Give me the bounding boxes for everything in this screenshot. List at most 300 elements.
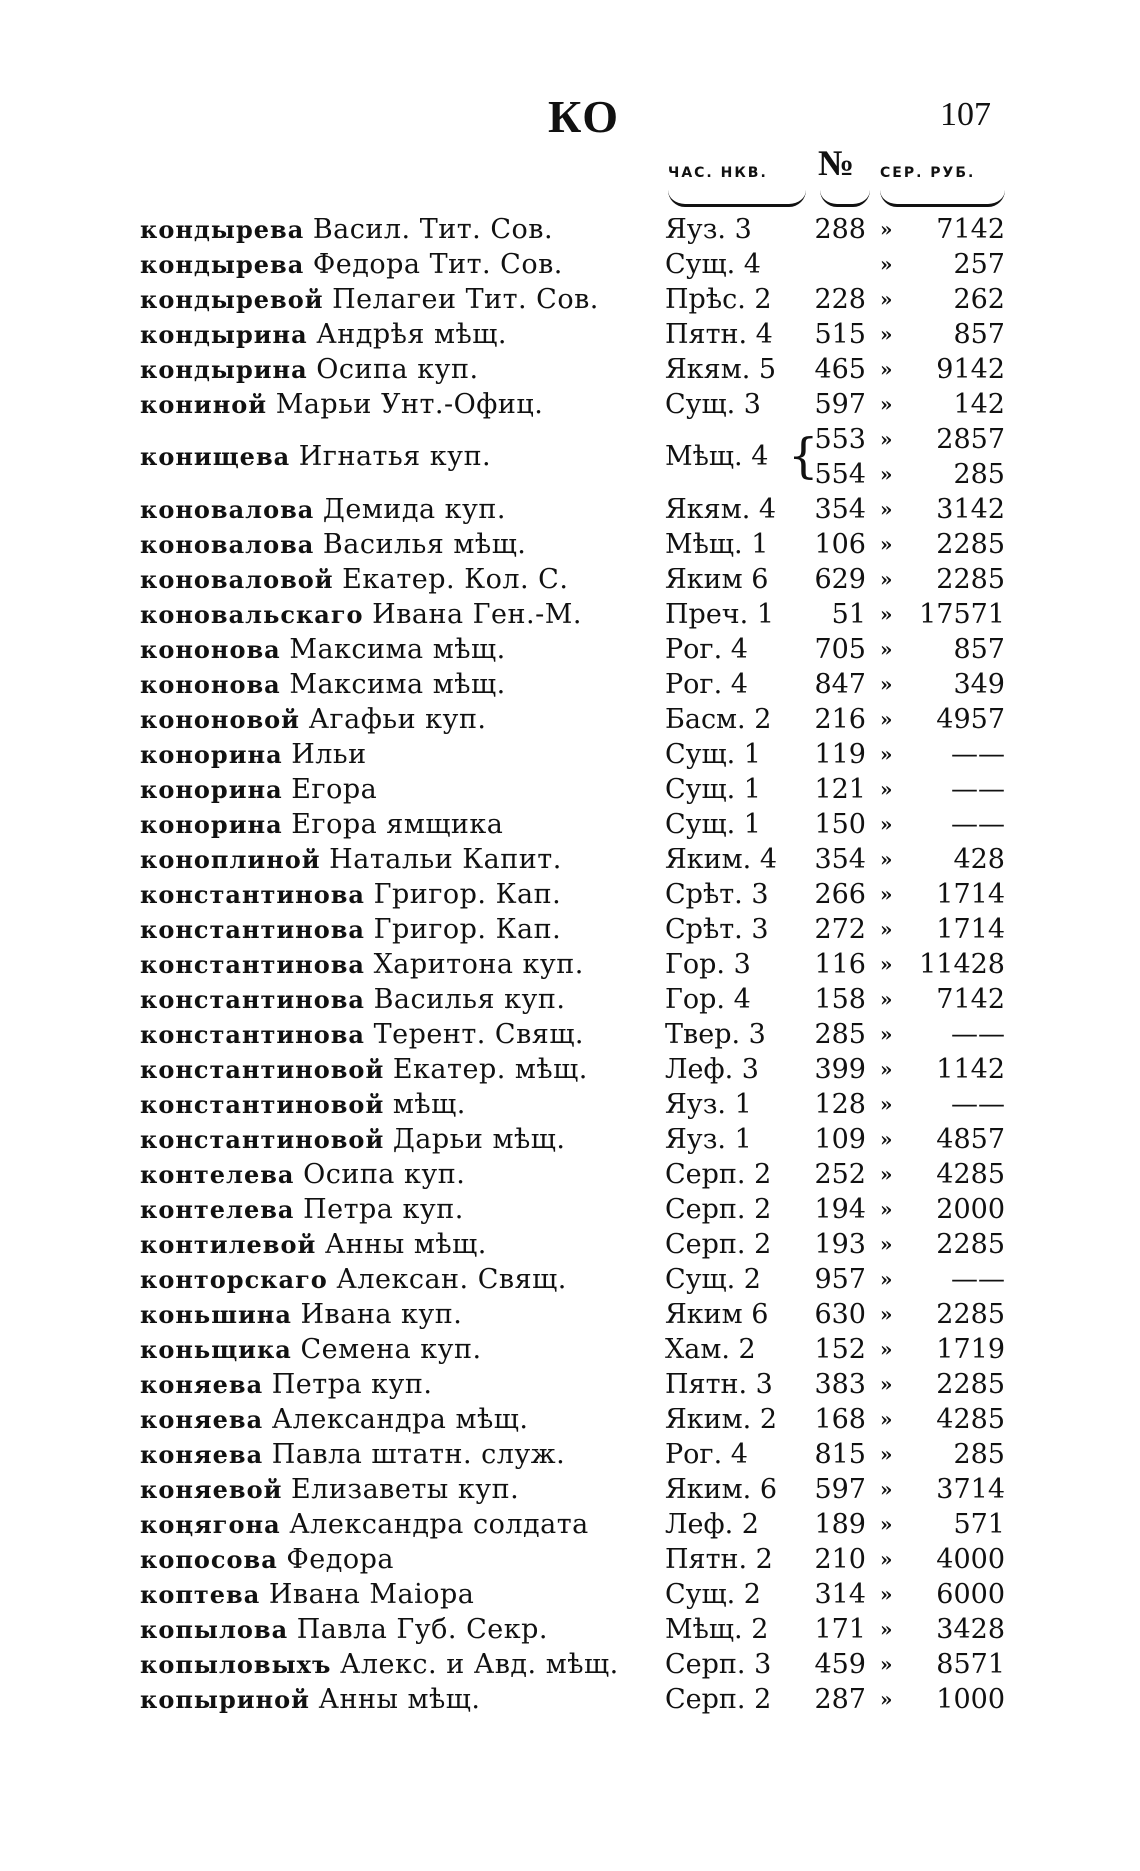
- entry-surname: коноваловой: [140, 565, 334, 594]
- entry-number: 705: [814, 634, 866, 665]
- column-header-price: СЕР. РУБ.: [880, 165, 976, 181]
- entry-name: [140, 877, 561, 912]
- entry-number-2: 554: [814, 459, 866, 490]
- entry-number: 152: [814, 1334, 866, 1365]
- list-item: [0, 702, 1140, 737]
- entry-surname: коңягона: [140, 1510, 281, 1539]
- entry-price: 142: [953, 389, 1005, 420]
- entry-price: 1719: [936, 1334, 1005, 1365]
- entry-name: [140, 1437, 565, 1472]
- entry-number: 815: [814, 1439, 866, 1470]
- entry-details: Василья куп.: [373, 984, 566, 1015]
- entry-price: 4285: [936, 1159, 1005, 1190]
- entry-part: Пятн. 3: [665, 1369, 773, 1400]
- entry-price: ——: [951, 774, 1005, 805]
- entry-name: [140, 212, 553, 247]
- entry-number: 354: [814, 494, 866, 525]
- entry-surname: кондырева: [140, 215, 305, 244]
- entry-part: Яким. 4: [665, 844, 778, 875]
- entry-part: Сущ. 4: [665, 249, 761, 280]
- entry-details: Петра куп.: [271, 1369, 433, 1400]
- list-item: [0, 387, 1140, 422]
- entry-name: [140, 1227, 487, 1262]
- entry-details: мѣщ.: [392, 1089, 466, 1120]
- entry-price: 3142: [936, 494, 1005, 525]
- ditto-mark: »: [880, 812, 893, 836]
- entry-surname: копылова: [140, 1615, 289, 1644]
- list-item: [0, 947, 1140, 982]
- entry-surname: константиновой: [140, 1055, 385, 1084]
- list-item: [0, 632, 1140, 667]
- entry-details: Павла Губ. Секр.: [296, 1614, 548, 1645]
- entry-surname: коновальскаго: [140, 600, 364, 629]
- ditto-mark: »: [880, 357, 893, 381]
- entry-details: Андрѣя мѣщ.: [316, 319, 507, 350]
- entry-details: Харитона куп.: [373, 949, 584, 980]
- entry-name: [140, 282, 599, 317]
- entry-details: Игнатья куп.: [298, 441, 492, 472]
- entry-price: ——: [951, 1264, 1005, 1295]
- entry-surname: контилевой: [140, 1230, 317, 1259]
- ditto-mark: »: [880, 462, 893, 486]
- entry-part: Срѣт. 3: [665, 914, 769, 945]
- entry-price: 2285: [936, 1369, 1005, 1400]
- ditto-mark: »: [880, 1512, 893, 1536]
- list-item: [0, 562, 1140, 597]
- list-item: [0, 1332, 1140, 1367]
- ditto-mark: »: [880, 287, 893, 311]
- entry-part: Якям. 4: [665, 494, 777, 525]
- entry-name: [140, 247, 563, 282]
- entry-number: 597: [814, 1474, 866, 1505]
- ditto-mark: »: [880, 1232, 893, 1256]
- ditto-mark: »: [880, 917, 893, 941]
- entry-part: Пятн. 2: [665, 1544, 773, 1575]
- entry-details: Демида куп.: [322, 494, 506, 525]
- entry-name: [140, 562, 568, 597]
- entry-price: 4285: [936, 1404, 1005, 1435]
- entry-details: Анны мѣщ.: [318, 1684, 481, 1715]
- entry-part: Яким. 6: [665, 1474, 778, 1505]
- entry-part: Мѣщ. 2: [665, 1614, 769, 1645]
- list-item: [0, 667, 1140, 702]
- entry-name: [140, 1647, 619, 1682]
- entry-details: Ивана Маіора: [268, 1579, 475, 1610]
- entry-part: Рог. 4: [665, 634, 748, 665]
- list-item: [0, 1122, 1140, 1157]
- entry-details: Александра солдата: [289, 1509, 589, 1540]
- entry-surname: конорина: [140, 810, 283, 839]
- column-brace-number: [820, 190, 870, 207]
- entry-part: Гор. 3: [665, 949, 751, 980]
- ditto-mark: »: [880, 602, 893, 626]
- entry-number: 957: [814, 1264, 866, 1295]
- entry-details: Елизаветы куп.: [290, 1474, 520, 1505]
- entry-number: 272: [814, 914, 866, 945]
- entry-number: 314: [814, 1579, 866, 1610]
- entry-price: 6000: [936, 1579, 1005, 1610]
- entry-name: [140, 912, 561, 947]
- entry-name: [140, 317, 507, 352]
- entry-price: 857: [953, 319, 1005, 350]
- entry-name: [140, 737, 367, 772]
- list-item: [0, 247, 1140, 282]
- entry-details: Алекс. и Авд. мѣщ.: [339, 1649, 619, 1680]
- ditto-mark: »: [880, 882, 893, 906]
- entry-name: [140, 492, 506, 527]
- entry-details: Екатер. мѣщ.: [392, 1054, 588, 1085]
- entry-price: 2285: [936, 1299, 1005, 1330]
- entry-price: 3714: [936, 1474, 1005, 1505]
- list-item: [0, 1052, 1140, 1087]
- entry-part: Мѣщ. 1: [665, 529, 769, 560]
- list-item: [0, 1577, 1140, 1612]
- entry-details: Ивана Ген.-М.: [372, 599, 582, 630]
- entry-surname: константинова: [140, 985, 365, 1014]
- entry-name: [140, 667, 506, 702]
- page-number: 107: [940, 96, 991, 133]
- entry-number: 121: [814, 774, 866, 805]
- entry-name: [140, 947, 584, 982]
- entry-name: [140, 1262, 567, 1297]
- entry-part: Хам. 2: [665, 1334, 756, 1365]
- entry-number: 216: [814, 704, 866, 735]
- column-brace-part: [668, 190, 806, 207]
- ditto-mark: »: [880, 1337, 893, 1361]
- entry-part: Рог. 4: [665, 669, 748, 700]
- entry-details: Григор. Кап.: [373, 914, 562, 945]
- entry-price: 349: [953, 669, 1005, 700]
- ditto-mark: »: [880, 1127, 893, 1151]
- entry-number: 465: [814, 354, 866, 385]
- entry-number: 630: [814, 1299, 866, 1330]
- ditto-mark: »: [880, 1162, 893, 1186]
- entry-surname: кондырина: [140, 320, 308, 349]
- entry-price: 1142: [936, 1054, 1005, 1085]
- entry-details: Павла штатн. служ.: [271, 1439, 566, 1470]
- ditto-mark: »: [880, 1092, 893, 1116]
- entry-name: [140, 1577, 474, 1612]
- entry-number: 189: [814, 1509, 866, 1540]
- entry-details: Петра куп.: [303, 1194, 464, 1225]
- entry-surname: кононова: [140, 635, 281, 664]
- entry-surname: копыриной: [140, 1685, 310, 1714]
- entry-price: 2857: [936, 424, 1005, 455]
- list-item: [0, 1682, 1140, 1717]
- entry-part: Сущ. 1: [665, 774, 761, 805]
- ditto-mark: »: [880, 252, 893, 276]
- entry-details: Александра мѣщ.: [271, 1404, 529, 1435]
- entry-number: 252: [814, 1159, 866, 1190]
- entry-name: [140, 1192, 464, 1227]
- entry-details: Агафьи куп.: [308, 704, 487, 735]
- entry-number: 158: [814, 984, 866, 1015]
- entry-surname: кондыревой: [140, 285, 324, 314]
- entry-name: [140, 1507, 589, 1542]
- entry-part: Пятн. 4: [665, 319, 773, 350]
- entry-price: 257: [953, 249, 1005, 280]
- list-item: [0, 527, 1140, 562]
- entry-price: 1714: [936, 879, 1005, 910]
- entry-details: Ильи: [291, 739, 367, 770]
- entry-number: 847: [814, 669, 866, 700]
- entry-number: 210: [814, 1544, 866, 1575]
- entry-surname: кононова: [140, 670, 281, 699]
- entry-part: Серп. 2: [665, 1194, 772, 1225]
- entry-name: [140, 1157, 465, 1192]
- entry-name: [140, 1612, 548, 1647]
- list-item: [0, 842, 1140, 877]
- entry-part: Яким 6: [665, 564, 769, 595]
- entry-number: 288: [814, 214, 866, 245]
- ditto-mark: »: [880, 1477, 893, 1501]
- entry-surname: кондырева: [140, 250, 305, 279]
- entry-name: [140, 772, 377, 807]
- entry-price: 285: [953, 1439, 1005, 1470]
- list-item: [0, 422, 1140, 492]
- entry-name: [140, 702, 487, 737]
- entry-part: Твер. 3: [665, 1019, 766, 1050]
- entry-number: [800, 422, 866, 492]
- entry-part: Яуз. 1: [665, 1089, 752, 1120]
- entry-number: 168: [814, 1404, 866, 1435]
- entry-surname: коновалова: [140, 495, 315, 524]
- entry-name: [140, 1332, 482, 1367]
- entry-price: 2285: [936, 564, 1005, 595]
- entry-price: 4957: [936, 704, 1005, 735]
- list-item: [0, 212, 1140, 247]
- entry-name: [140, 1682, 481, 1717]
- entry-details: Осипа куп.: [316, 354, 479, 385]
- entry-number: 119: [814, 739, 866, 770]
- entry-details: Григор. Кап.: [373, 879, 562, 910]
- list-item: [0, 282, 1140, 317]
- entry-part: Леф. 3: [665, 1054, 759, 1085]
- entry-surname: константиновой: [140, 1090, 385, 1119]
- entry-surname: коньщика: [140, 1335, 292, 1364]
- entry-number: 629: [814, 564, 866, 595]
- ditto-mark: »: [880, 1652, 893, 1676]
- list-item: [0, 1087, 1140, 1122]
- entry-price: 8571: [936, 1649, 1005, 1680]
- list-item: [0, 492, 1140, 527]
- ditto-mark: »: [880, 672, 893, 696]
- entry-price: 9142: [936, 354, 1005, 385]
- entry-price: ——: [951, 739, 1005, 770]
- entry-number: 399: [814, 1054, 866, 1085]
- entry-price: ——: [951, 809, 1005, 840]
- entry-details: Натальи Капит.: [329, 844, 562, 875]
- entry-number: 109: [814, 1124, 866, 1155]
- column-brace-price: [880, 190, 1005, 207]
- entry-surname: коняевой: [140, 1475, 283, 1504]
- entry-number: 354: [814, 844, 866, 875]
- entry-part: Мѣщ. 4: [665, 441, 769, 472]
- entry-surname: копыловыхъ: [140, 1650, 332, 1679]
- entry-part: Сущ. 3: [665, 389, 761, 420]
- entry-surname: конорина: [140, 775, 283, 804]
- list-item: [0, 1647, 1140, 1682]
- entry-part: Якям. 5: [665, 354, 777, 385]
- entry-part: Серп. 2: [665, 1684, 772, 1715]
- entry-name: [140, 597, 582, 632]
- ditto-mark: »: [880, 532, 893, 556]
- list-item: [0, 1227, 1140, 1262]
- ditto-mark: »: [880, 847, 893, 871]
- entry-price: 4000: [936, 1544, 1005, 1575]
- ditto-mark: »: [880, 392, 893, 416]
- entry-number: 383: [814, 1369, 866, 1400]
- list-item: [0, 1402, 1140, 1437]
- entry-details: Федора: [286, 1544, 395, 1575]
- entry-surname: константиновой: [140, 1125, 385, 1154]
- entry-details: Марьи Унт.-Офиц.: [275, 389, 544, 420]
- entry-price: 17571: [919, 599, 1005, 630]
- entry-name: [140, 632, 506, 667]
- entry-number: 194: [814, 1194, 866, 1225]
- list-item: [0, 737, 1140, 772]
- ditto-mark: »: [880, 1372, 893, 1396]
- ditto-mark: »: [880, 987, 893, 1011]
- entry-surname: константинова: [140, 915, 365, 944]
- list-item: [0, 807, 1140, 842]
- entry-part: Сущ. 2: [665, 1264, 761, 1295]
- entry-price: 3428: [936, 1614, 1005, 1645]
- list-item: [0, 1507, 1140, 1542]
- entry-name: [140, 1367, 433, 1402]
- entry-price: 262: [953, 284, 1005, 315]
- entry-part: Леф. 2: [665, 1509, 759, 1540]
- entry-number: 193: [814, 1229, 866, 1260]
- entry-details: Максима мѣщ.: [289, 669, 506, 700]
- entry-surname: кондырина: [140, 355, 308, 384]
- entry-details: Терент. Свящ.: [373, 1019, 585, 1050]
- list-item: [0, 982, 1140, 1017]
- entry-surname: коняева: [140, 1370, 264, 1399]
- entry-price: 4857: [936, 1124, 1005, 1155]
- entry-surname: коноплиной: [140, 845, 321, 874]
- ditto-mark: »: [880, 707, 893, 731]
- entry-surname: копосова: [140, 1545, 278, 1574]
- list-item: [0, 772, 1140, 807]
- entry-part: Серп. 3: [665, 1649, 772, 1680]
- entry-part: Рог. 4: [665, 1439, 748, 1470]
- entry-part: Басм. 2: [665, 704, 772, 735]
- ditto-mark: »: [880, 217, 893, 241]
- entry-name: [140, 387, 543, 422]
- entry-name: [140, 1542, 394, 1577]
- ditto-mark: »: [880, 1407, 893, 1431]
- ditto-mark: »: [880, 1442, 893, 1466]
- list-item: [0, 877, 1140, 912]
- entry-details: Семена куп.: [300, 1334, 482, 1365]
- entry-price: 1000: [936, 1684, 1005, 1715]
- entry-number: 597: [814, 389, 866, 420]
- entry-number-1: 553: [814, 424, 866, 455]
- ditto-mark: »: [880, 777, 893, 801]
- ditto-mark: »: [880, 1057, 893, 1081]
- entry-part: Яким. 2: [665, 1404, 778, 1435]
- list-item: [0, 1192, 1140, 1227]
- entry-part: Срѣт. 3: [665, 879, 769, 910]
- entry-surname: константинова: [140, 880, 365, 909]
- ditto-mark: »: [880, 1267, 893, 1291]
- entry-details: Ивана куп.: [300, 1299, 463, 1330]
- entry-number: 171: [814, 1614, 866, 1645]
- entry-name: [140, 527, 526, 562]
- ditto-mark: »: [880, 1617, 893, 1641]
- column-header-number: №: [818, 143, 855, 183]
- ditto-mark: »: [880, 1022, 893, 1046]
- list-item: [0, 1437, 1140, 1472]
- ditto-mark: »: [880, 1302, 893, 1326]
- entry-name: [140, 1017, 584, 1052]
- entry-details: Федора Тит. Сов.: [312, 249, 563, 280]
- entry-part: Яким 6: [665, 1299, 769, 1330]
- entry-number: 150: [814, 809, 866, 840]
- entry-part: Гор. 4: [665, 984, 751, 1015]
- list-item: [0, 1367, 1140, 1402]
- entry-price: 571: [953, 1509, 1005, 1540]
- entry-surname: коптева: [140, 1580, 261, 1609]
- entry-price: 7142: [936, 984, 1005, 1015]
- entry-details: Дарьи мѣщ.: [392, 1124, 566, 1155]
- entry-surname: константинова: [140, 1020, 365, 1049]
- entry-price: ——: [951, 1089, 1005, 1120]
- entry-name: [140, 982, 565, 1017]
- entry-name: [140, 1087, 466, 1122]
- entry-surname: контелева: [140, 1160, 295, 1189]
- list-item: [0, 1472, 1140, 1507]
- entry-name: [140, 842, 562, 877]
- number-bracket: {: [788, 428, 819, 484]
- entry-surname: константинова: [140, 950, 365, 979]
- entry-price: 1714: [936, 914, 1005, 945]
- entry-part: Сущ. 1: [665, 739, 761, 770]
- entry-surname: контелева: [140, 1195, 295, 1224]
- entry-name: [140, 1472, 519, 1507]
- entry-number: 459: [814, 1649, 866, 1680]
- ditto-mark: »: [880, 1582, 893, 1606]
- ditto-mark: »: [880, 322, 893, 346]
- entry-surname: коняева: [140, 1405, 264, 1434]
- ditto-mark: »: [880, 427, 893, 451]
- entries-list: [0, 212, 1140, 1717]
- list-item: [0, 352, 1140, 387]
- entry-details: Егора: [291, 774, 378, 805]
- entry-price: 2285: [936, 1229, 1005, 1260]
- entry-price: 11428: [919, 949, 1005, 980]
- entry-number: 51: [831, 599, 866, 630]
- section-heading: КО: [548, 91, 620, 142]
- entry-part: Яуз. 3: [665, 214, 752, 245]
- ditto-mark: »: [880, 742, 893, 766]
- list-item: [0, 1017, 1140, 1052]
- entry-surname: коняева: [140, 1440, 264, 1469]
- list-item: [0, 1262, 1140, 1297]
- entry-name: [140, 1297, 462, 1332]
- entry-part: Преч. 1: [665, 599, 775, 630]
- list-item: [0, 1157, 1140, 1192]
- entry-part: Сущ. 1: [665, 809, 761, 840]
- entry-price: 2285: [936, 529, 1005, 560]
- list-item: [0, 317, 1140, 352]
- entry-price: 7142: [936, 214, 1005, 245]
- entry-details: Алексан. Свящ.: [336, 1264, 567, 1295]
- entry-part: Яуз. 1: [665, 1124, 752, 1155]
- entry-details: Екатер. Кол. С.: [342, 564, 569, 595]
- entry-details: Осипа куп.: [303, 1159, 466, 1190]
